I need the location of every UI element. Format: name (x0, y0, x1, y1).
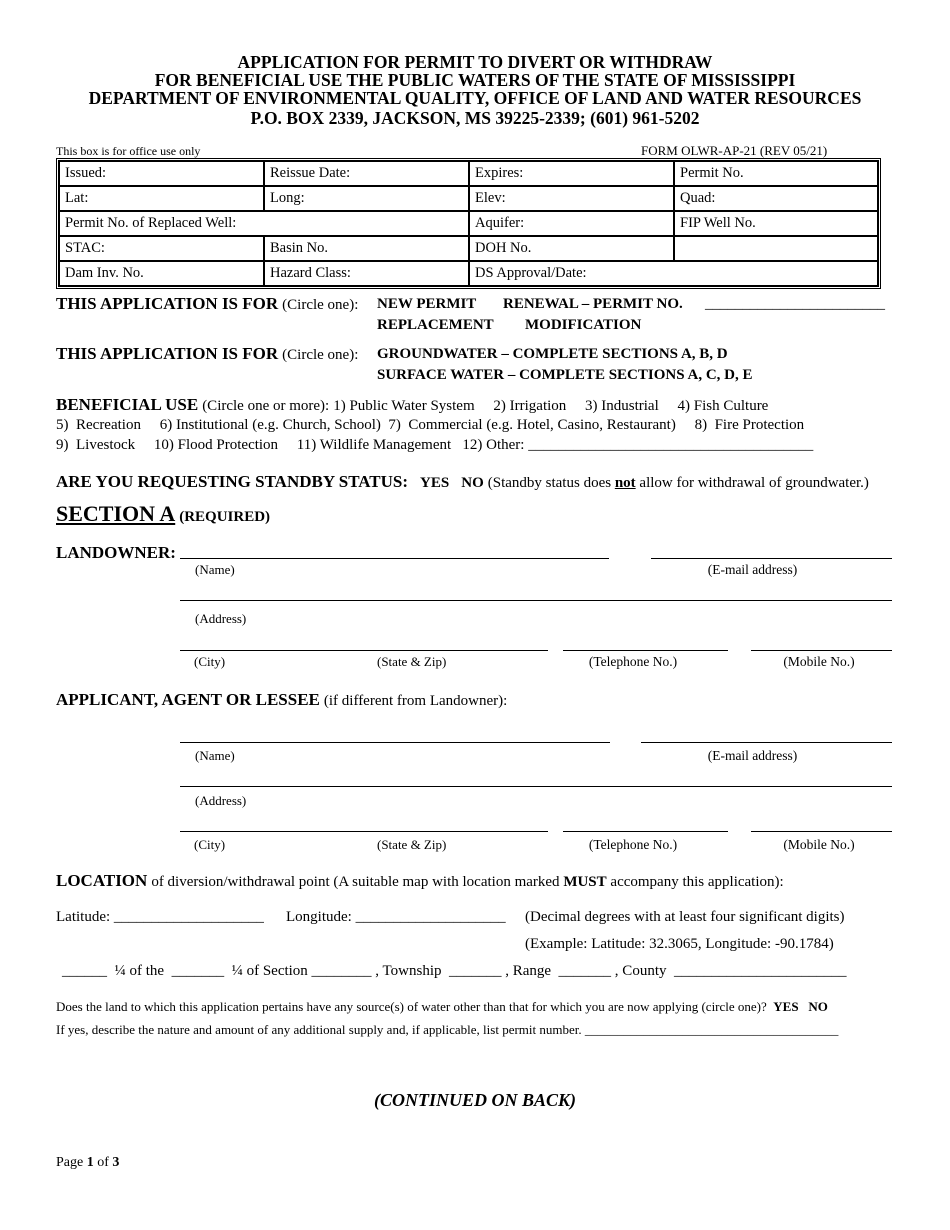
option-replacement[interactable]: REPLACEMENT (377, 317, 494, 333)
applicant-heading: APPLICANT, AGENT OR LESSEE (if different from Landowner): (56, 690, 508, 709)
applicant-phone-line[interactable] (563, 831, 728, 832)
landowner-mobile-caption: (Mobile No.) (783, 654, 855, 669)
other-source-question: Does the land to which this application pertains have any source(s) of water other than that for which you are now applying (circle one)? YES NO (56, 999, 828, 1014)
title-line-3: DEPARTMENT OF ENVIRONMENTAL QUALITY, OFFICE OF LAND AND WATER RESOURCES (88, 88, 862, 108)
cell-reissue-date[interactable]: Reissue Date: (264, 161, 469, 186)
applicant-email-line[interactable] (641, 742, 892, 743)
decimal-degrees-note: (Decimal degrees with at least four significant digits) (525, 909, 845, 925)
cell-ds-approval[interactable]: DS Approval/Date: (469, 261, 878, 286)
app-type-heading: THIS APPLICATION IS FOR (Circle one): (56, 294, 359, 313)
landowner-email-caption: (E-mail address) (707, 562, 798, 577)
landowner-address-caption: (Address) (195, 611, 247, 626)
option-surface-water[interactable]: SURFACE WATER – COMPLETE SECTIONS A, C, D, E (377, 367, 753, 383)
cell-issued[interactable]: Issued: (59, 161, 264, 186)
option-renewal[interactable]: RENEWAL – PERMIT NO. (503, 296, 683, 312)
landowner-name-line[interactable] (180, 558, 609, 559)
applicant-address-caption: (Address) (195, 793, 247, 808)
applicant-city-caption: (City) (194, 837, 226, 852)
title-line-1: APPLICATION FOR PERMIT TO DIVERT OR WITHDRAW (237, 52, 713, 72)
applicant-state-zip-caption: (State & Zip) (377, 837, 447, 852)
applicant-email-caption: (E-mail address) (707, 748, 798, 763)
option-new-permit[interactable]: NEW PERMIT (377, 296, 477, 312)
cell-stac[interactable]: STAC: (59, 236, 264, 261)
water-type-heading: THIS APPLICATION IS FOR (Circle one): (56, 344, 359, 363)
office-use-table (56, 158, 881, 289)
cell-blank[interactable] (674, 236, 878, 261)
form-id: FORM OLWR-AP-21 (REV 05/21) (641, 143, 828, 158)
title-line-2: FOR BENEFICIAL USE THE PUBLIC WATERS OF THE STATE OF MISSISSIPPI (154, 70, 796, 90)
applicant-telephone-caption: (Telephone No.) (588, 837, 678, 852)
applicant-mobile-caption: (Mobile No.) (783, 837, 855, 852)
cell-quad[interactable]: Quad: (674, 186, 878, 211)
cell-long[interactable]: Long: (264, 186, 469, 211)
location-heading: LOCATION of diversion/withdrawal point (A suitable map with location marked MUST accompany this application): (56, 871, 784, 890)
cell-expires[interactable]: Expires: (469, 161, 674, 186)
cell-fip-well[interactable]: FIP Well No. (674, 211, 878, 236)
landowner-telephone-caption: (Telephone No.) (588, 654, 678, 669)
landowner-city-line[interactable] (180, 650, 548, 651)
applicant-name-line[interactable] (180, 742, 610, 743)
landowner-mobile-line[interactable] (751, 650, 892, 651)
plss-location-fields[interactable]: ______ ¼ of the _______ ¼ of Section ________ , Township _______ , Range _______ , County _______________________ (62, 963, 847, 979)
landowner-name-caption: (Name) (195, 562, 235, 577)
cell-dam-inv[interactable]: Dam Inv. No. (59, 261, 264, 286)
option-groundwater[interactable]: GROUNDWATER – COMPLETE SECTIONS A, B, D (377, 346, 728, 362)
landowner-email-line[interactable] (651, 558, 892, 559)
latitude-field[interactable]: Latitude: ____________________ (56, 909, 264, 925)
cell-replaced-well[interactable]: Permit No. of Replaced Well: (59, 211, 469, 236)
standby-no[interactable]: NO (461, 475, 484, 491)
page-number: Page 1 of 3 (56, 1155, 120, 1170)
landowner-label: LANDOWNER: (56, 543, 176, 562)
longitude-field[interactable]: Longitude: ____________________ (286, 909, 506, 925)
office-note: This box is for office use only (56, 144, 201, 158)
other-source-no[interactable]: NO (808, 999, 828, 1014)
cell-basin-no[interactable]: Basin No. (264, 236, 469, 261)
title-address: P.O. BOX 2339, JACKSON, MS 39225-2339; (601) 961-5202 (250, 108, 700, 128)
applicant-name-caption: (Name) (195, 748, 235, 763)
applicant-address-line[interactable] (180, 786, 892, 787)
landowner-state-zip-caption: (State & Zip) (377, 654, 447, 669)
cell-permit-no[interactable]: Permit No. (674, 161, 878, 186)
applicant-mobile-line[interactable] (751, 831, 892, 832)
beneficial-use-row-3[interactable]: 9) Livestock 10) Flood Protection 11) Wildlife Management 12) Other: ______________________________________ (56, 437, 814, 453)
landowner-city-caption: (City) (194, 654, 226, 669)
landowner-phone-line[interactable] (563, 650, 728, 651)
continued-on-back: (CONTINUED ON BACK) (373, 1090, 577, 1110)
section-a-heading: SECTION A (REQUIRED) (56, 501, 271, 526)
option-modification[interactable]: MODIFICATION (525, 317, 642, 333)
landowner-address-line[interactable] (180, 600, 892, 601)
standby-status: ARE YOU REQUESTING STANDBY STATUS: YES NO (Standby status does not allow for withdrawal of groundwater.) (56, 472, 869, 491)
cell-hazard-class[interactable]: Hazard Class: (264, 261, 469, 286)
cell-aquifer[interactable]: Aquifer: (469, 211, 674, 236)
renewal-permit-blank[interactable]: ________________________ (705, 296, 885, 312)
other-source-describe[interactable]: If yes, describe the nature and amount of any additional supply and, if applicable, list permit number. _______________________________________ (56, 1022, 839, 1037)
cell-doh-no[interactable]: DOH No. (469, 236, 674, 261)
other-source-yes[interactable]: YES (773, 999, 799, 1014)
standby-yes[interactable]: YES (420, 475, 450, 491)
cell-elev[interactable]: Elev: (469, 186, 674, 211)
applicant-city-line[interactable] (180, 831, 548, 832)
beneficial-use-row-2[interactable]: 5) Recreation 6) Institutional (e.g. Church, School) 7) Commercial (e.g. Hotel, Casino, Restaurant) 8) Fire Protection (56, 417, 805, 433)
cell-lat[interactable]: Lat: (59, 186, 264, 211)
beneficial-use-row-1[interactable]: BENEFICIAL USE (Circle one or more): 1) Public Water System 2) Irrigation 3) Industrial 4) Fish Culture (56, 395, 769, 414)
coordinates-example: (Example: Latitude: 32.3065, Longitude: -90.1784) (525, 936, 834, 952)
